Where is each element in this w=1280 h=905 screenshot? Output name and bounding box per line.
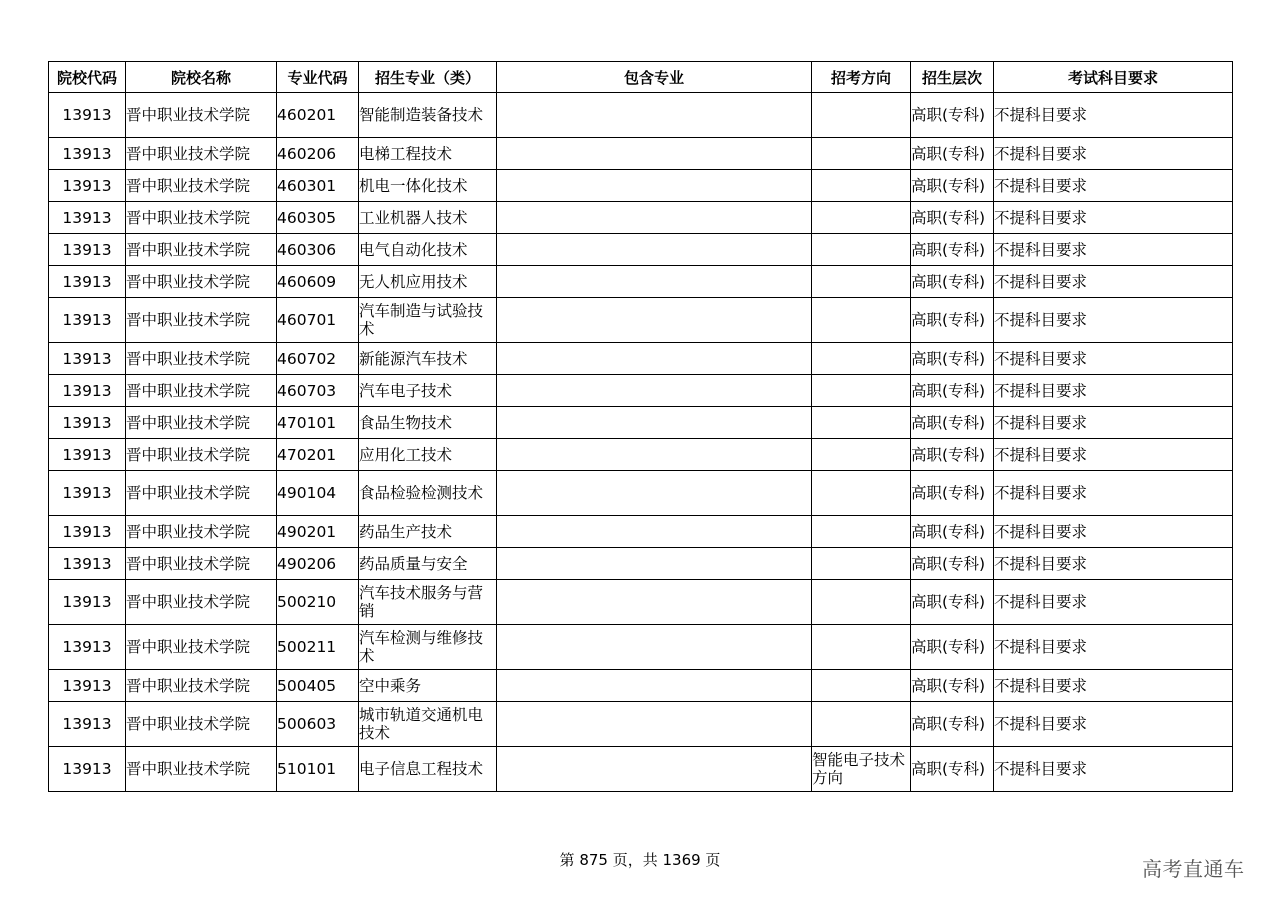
cell-included-majors (497, 266, 812, 298)
table-row (49, 375, 1233, 407)
cell-direction (812, 343, 911, 375)
cell-level: 高职(专科) (911, 516, 994, 548)
watermark-logo: 高考直通车 (1142, 857, 1245, 881)
cell-major: 汽车电子技术 (359, 375, 497, 407)
cell-major-code: 500603 (277, 702, 359, 747)
cell-school-name: 晋中职业技术学院 (126, 298, 277, 343)
cell-level: 高职(专科) (911, 266, 994, 298)
cell-school-name: 晋中职业技术学院 (126, 234, 277, 266)
cell-major-code: 460306 (277, 234, 359, 266)
cell-level: 高职(专科) (911, 407, 994, 439)
cell-requirement: 不提科目要求 (994, 93, 1233, 138)
cell-direction (812, 580, 911, 625)
cell-school-name: 晋中职业技术学院 (126, 548, 277, 580)
cell-major: 无人机应用技术 (359, 266, 497, 298)
cell-included-majors (497, 298, 812, 343)
cell-school-code: 13913 (49, 266, 126, 298)
cell-school-name: 晋中职业技术学院 (126, 93, 277, 138)
cell-direction (812, 670, 911, 702)
cell-included-majors (497, 375, 812, 407)
cell-direction (812, 170, 911, 202)
cell-major: 城市轨道交通机电技术 (359, 702, 497, 747)
table-row (49, 548, 1233, 580)
cell-included-majors (497, 407, 812, 439)
admissions-table (48, 61, 1233, 792)
header-school-code: 院校代码 (49, 62, 126, 93)
cell-direction: 智能电子技术方向 (812, 747, 911, 792)
table-row (49, 93, 1233, 138)
cell-school-name: 晋中职业技术学院 (126, 375, 277, 407)
cell-school-code: 13913 (49, 298, 126, 343)
cell-major-code: 460201 (277, 93, 359, 138)
cell-school-name: 晋中职业技术学院 (126, 670, 277, 702)
cell-school-code: 13913 (49, 747, 126, 792)
cell-major-code: 460305 (277, 202, 359, 234)
table-row (49, 170, 1233, 202)
cell-school-code: 13913 (49, 702, 126, 747)
cell-school-name: 晋中职业技术学院 (126, 580, 277, 625)
cell-requirement: 不提科目要求 (994, 439, 1233, 471)
cell-major-code: 500405 (277, 670, 359, 702)
cell-school-code: 13913 (49, 439, 126, 471)
cell-direction (812, 407, 911, 439)
cell-requirement: 不提科目要求 (994, 516, 1233, 548)
cell-major: 汽车检测与维修技术 (359, 625, 497, 670)
cell-level: 高职(专科) (911, 375, 994, 407)
table-row (49, 266, 1233, 298)
cell-requirement: 不提科目要求 (994, 343, 1233, 375)
table-row (49, 670, 1233, 702)
cell-school-code: 13913 (49, 170, 126, 202)
cell-included-majors (497, 625, 812, 670)
cell-school-code: 13913 (49, 516, 126, 548)
cell-school-code: 13913 (49, 202, 126, 234)
cell-major: 电气自动化技术 (359, 234, 497, 266)
cell-school-name: 晋中职业技术学院 (126, 407, 277, 439)
cell-requirement: 不提科目要求 (994, 375, 1233, 407)
header-included-majors: 包含专业 (497, 62, 812, 93)
cell-requirement: 不提科目要求 (994, 170, 1233, 202)
cell-direction (812, 93, 911, 138)
table-row (49, 407, 1233, 439)
cell-major: 药品质量与安全 (359, 548, 497, 580)
table-row (49, 471, 1233, 516)
cell-major-code: 460301 (277, 170, 359, 202)
cell-level: 高职(专科) (911, 170, 994, 202)
cell-major: 应用化工技术 (359, 439, 497, 471)
cell-school-name: 晋中职业技术学院 (126, 471, 277, 516)
cell-major: 电子信息工程技术 (359, 747, 497, 792)
cell-major-code: 460206 (277, 138, 359, 170)
cell-direction (812, 298, 911, 343)
cell-school-code: 13913 (49, 234, 126, 266)
table-row (49, 516, 1233, 548)
cell-level: 高职(专科) (911, 138, 994, 170)
cell-requirement: 不提科目要求 (994, 471, 1233, 516)
cell-school-code: 13913 (49, 471, 126, 516)
cell-direction (812, 266, 911, 298)
header-major: 招生专业（类） (359, 62, 497, 93)
header-major-code: 专业代码 (277, 62, 359, 93)
cell-requirement: 不提科目要求 (994, 670, 1233, 702)
cell-direction (812, 548, 911, 580)
cell-major: 食品检验检测技术 (359, 471, 497, 516)
cell-level: 高职(专科) (911, 202, 994, 234)
cell-major-code: 500210 (277, 580, 359, 625)
cell-included-majors (497, 670, 812, 702)
cell-included-majors (497, 702, 812, 747)
cell-major-code: 490201 (277, 516, 359, 548)
table-row (49, 439, 1233, 471)
cell-included-majors (497, 234, 812, 266)
cell-level: 高职(专科) (911, 670, 994, 702)
cell-school-name: 晋中职业技术学院 (126, 625, 277, 670)
table-row (49, 234, 1233, 266)
cell-major-code: 460609 (277, 266, 359, 298)
cell-level: 高职(专科) (911, 548, 994, 580)
cell-direction (812, 625, 911, 670)
cell-major-code: 470201 (277, 439, 359, 471)
table-row (49, 138, 1233, 170)
cell-school-name: 晋中职业技术学院 (126, 516, 277, 548)
cell-major-code: 460701 (277, 298, 359, 343)
cell-requirement: 不提科目要求 (994, 202, 1233, 234)
cell-major: 汽车技术服务与营销 (359, 580, 497, 625)
table-row (49, 702, 1233, 747)
cell-level: 高职(专科) (911, 580, 994, 625)
cell-major: 药品生产技术 (359, 516, 497, 548)
cell-major-code: 500211 (277, 625, 359, 670)
table-row (49, 343, 1233, 375)
cell-major-code: 460702 (277, 343, 359, 375)
cell-major-code: 470101 (277, 407, 359, 439)
cell-included-majors (497, 439, 812, 471)
cell-requirement: 不提科目要求 (994, 702, 1233, 747)
cell-major: 新能源汽车技术 (359, 343, 497, 375)
cell-direction (812, 375, 911, 407)
cell-school-code: 13913 (49, 670, 126, 702)
cell-school-name: 晋中职业技术学院 (126, 170, 277, 202)
cell-school-code: 13913 (49, 375, 126, 407)
cell-requirement: 不提科目要求 (994, 234, 1233, 266)
cell-requirement: 不提科目要求 (994, 747, 1233, 792)
table-row (49, 298, 1233, 343)
cell-level: 高职(专科) (911, 747, 994, 792)
table-row (49, 625, 1233, 670)
cell-requirement: 不提科目要求 (994, 138, 1233, 170)
cell-level: 高职(专科) (911, 234, 994, 266)
cell-school-name: 晋中职业技术学院 (126, 343, 277, 375)
cell-direction (812, 471, 911, 516)
table-row (49, 202, 1233, 234)
cell-requirement: 不提科目要求 (994, 625, 1233, 670)
header-requirement: 考试科目要求 (994, 62, 1233, 93)
cell-included-majors (497, 138, 812, 170)
cell-level: 高职(专科) (911, 471, 994, 516)
header-level: 招生层次 (911, 62, 994, 93)
cell-major-code: 460703 (277, 375, 359, 407)
cell-major: 汽车制造与试验技术 (359, 298, 497, 343)
cell-school-code: 13913 (49, 580, 126, 625)
cell-school-code: 13913 (49, 138, 126, 170)
cell-included-majors (497, 202, 812, 234)
cell-level: 高职(专科) (911, 702, 994, 747)
cell-school-code: 13913 (49, 407, 126, 439)
table-row (49, 747, 1233, 792)
cell-level: 高职(专科) (911, 298, 994, 343)
cell-major: 空中乘务 (359, 670, 497, 702)
cell-level: 高职(专科) (911, 93, 994, 138)
cell-school-name: 晋中职业技术学院 (126, 747, 277, 792)
cell-major: 食品生物技术 (359, 407, 497, 439)
cell-major-code: 510101 (277, 747, 359, 792)
cell-level: 高职(专科) (911, 625, 994, 670)
cell-major: 智能制造装备技术 (359, 93, 497, 138)
cell-level: 高职(专科) (911, 439, 994, 471)
cell-school-code: 13913 (49, 93, 126, 138)
header-row (49, 62, 1233, 93)
cell-school-code: 13913 (49, 548, 126, 580)
cell-direction (812, 202, 911, 234)
cell-major: 工业机器人技术 (359, 202, 497, 234)
table-row (49, 580, 1233, 625)
cell-major: 电梯工程技术 (359, 138, 497, 170)
cell-direction (812, 439, 911, 471)
cell-school-name: 晋中职业技术学院 (126, 439, 277, 471)
cell-school-code: 13913 (49, 625, 126, 670)
cell-major-code: 490206 (277, 548, 359, 580)
cell-requirement: 不提科目要求 (994, 580, 1233, 625)
cell-included-majors (497, 170, 812, 202)
cell-included-majors (497, 747, 812, 792)
cell-direction (812, 234, 911, 266)
cell-major: 机电一体化技术 (359, 170, 497, 202)
cell-major-code: 490104 (277, 471, 359, 516)
cell-included-majors (497, 471, 812, 516)
cell-included-majors (497, 548, 812, 580)
cell-included-majors (497, 93, 812, 138)
page-number: 第 875 页，共 1369 页 (559, 851, 721, 869)
cell-requirement: 不提科目要求 (994, 266, 1233, 298)
cell-direction (812, 138, 911, 170)
header-direction: 招考方向 (812, 62, 911, 93)
table-body (49, 93, 1233, 792)
cell-level: 高职(专科) (911, 343, 994, 375)
cell-included-majors (497, 580, 812, 625)
header-school-name: 院校名称 (126, 62, 277, 93)
cell-school-name: 晋中职业技术学院 (126, 202, 277, 234)
cell-requirement: 不提科目要求 (994, 407, 1233, 439)
cell-school-code: 13913 (49, 343, 126, 375)
cell-school-name: 晋中职业技术学院 (126, 702, 277, 747)
cell-direction (812, 702, 911, 747)
cell-included-majors (497, 343, 812, 375)
cell-school-name: 晋中职业技术学院 (126, 266, 277, 298)
cell-included-majors (497, 516, 812, 548)
cell-requirement: 不提科目要求 (994, 548, 1233, 580)
cell-school-name: 晋中职业技术学院 (126, 138, 277, 170)
cell-direction (812, 516, 911, 548)
cell-requirement: 不提科目要求 (994, 298, 1233, 343)
